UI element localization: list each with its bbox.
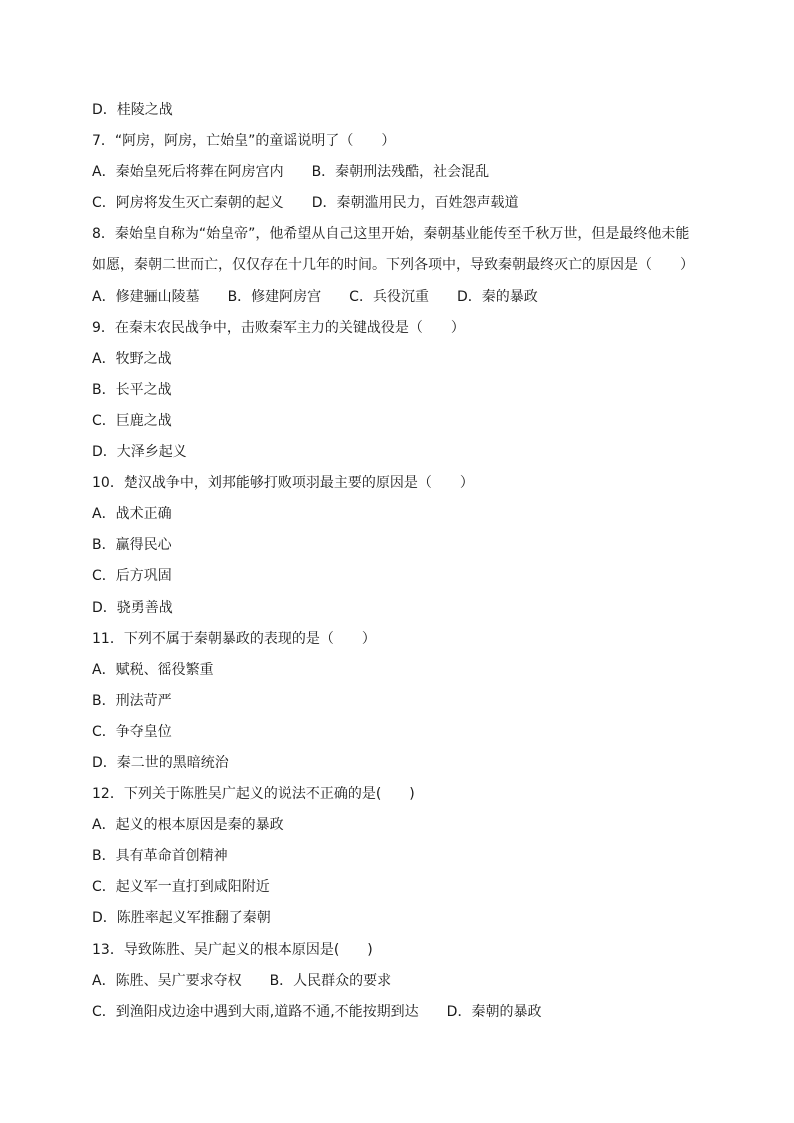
document-page [92,95,732,1028]
question-12: 12．下列关于陈胜吴广起义的说法不正确的是( ) [92,786,415,803]
option-line: C．起义军一直打到咸阳附近 [92,879,270,896]
option-line: B．赢得民心 [92,537,172,554]
option-line: D．桂陵之战 [92,102,173,118]
question-7: 7．“阿房，阿房，亡始皇”的童谣说明了（ ） [92,133,396,150]
option-line: D．陈胜率起义军推翻了秦朝 [92,910,271,927]
option-line: A．战术正确 [92,506,172,523]
question-10: 10．楚汉战争中，刘邦能够打败项羽最主要的原因是（ ） [92,475,474,492]
option-line: C．阿房将发生灭亡秦朝的起义 D．秦朝滥用民力，百姓怨声载道 [92,195,519,212]
option-line: A．陈胜、吴广要求夺权 B．人民群众的要求 [92,972,392,989]
question-9: 9．在秦末农民战争中，击败秦军主力的关键战役是（ ） [92,319,465,336]
option-line: C．到渔阳戍边途中遇到大雨,道路不通,不能按期到达 D．秦朝的暴政 [92,1003,542,1020]
option-line: B．具有革命首创精神 [92,848,228,865]
question-8: 8．秦始皇自称为“始皇帝”，他希望从自己这里开始，秦朝基业能传至千秋万世，但是最终他未能 [92,226,690,243]
option-line: A．赋税、徭役繁重 [92,661,214,678]
option-line: A．牧野之战 [92,350,172,367]
option-line: B．长平之战 [92,381,172,398]
question-13: 13．导致陈胜、吴广起义的根本原因是( ) [92,941,373,958]
option-line: D．秦二世的黑暗统治 [92,754,229,771]
option-line: C．后方巩固 [92,568,172,585]
question-8-continued: 如愿，秦朝二世而亡，仅仅存在十几年的时间。下列各项中，导致秦朝最终灭亡的原因是（ ） [92,257,694,274]
option-line: D．骁勇善战 [92,599,173,616]
option-line: C．巨鹿之战 [92,412,172,429]
option-line: A．秦始皇死后将葬在阿房宫内 B．秦朝刑法残酷，社会混乱 [92,164,490,181]
option-line: B．刑法苛严 [92,692,172,709]
option-line: C．争夺皇位 [92,723,172,740]
question-11: 11．下列不属于秦朝暴政的表现的是（ ） [92,630,376,647]
option-line: A．修建骊山陵墓 B．修建阿房宫 C．兵役沉重 D．秦的暴政 [92,288,538,305]
option-line: D．大泽乡起义 [92,444,187,461]
option-line: A．起义的根本原因是秦的暴政 [92,817,284,834]
